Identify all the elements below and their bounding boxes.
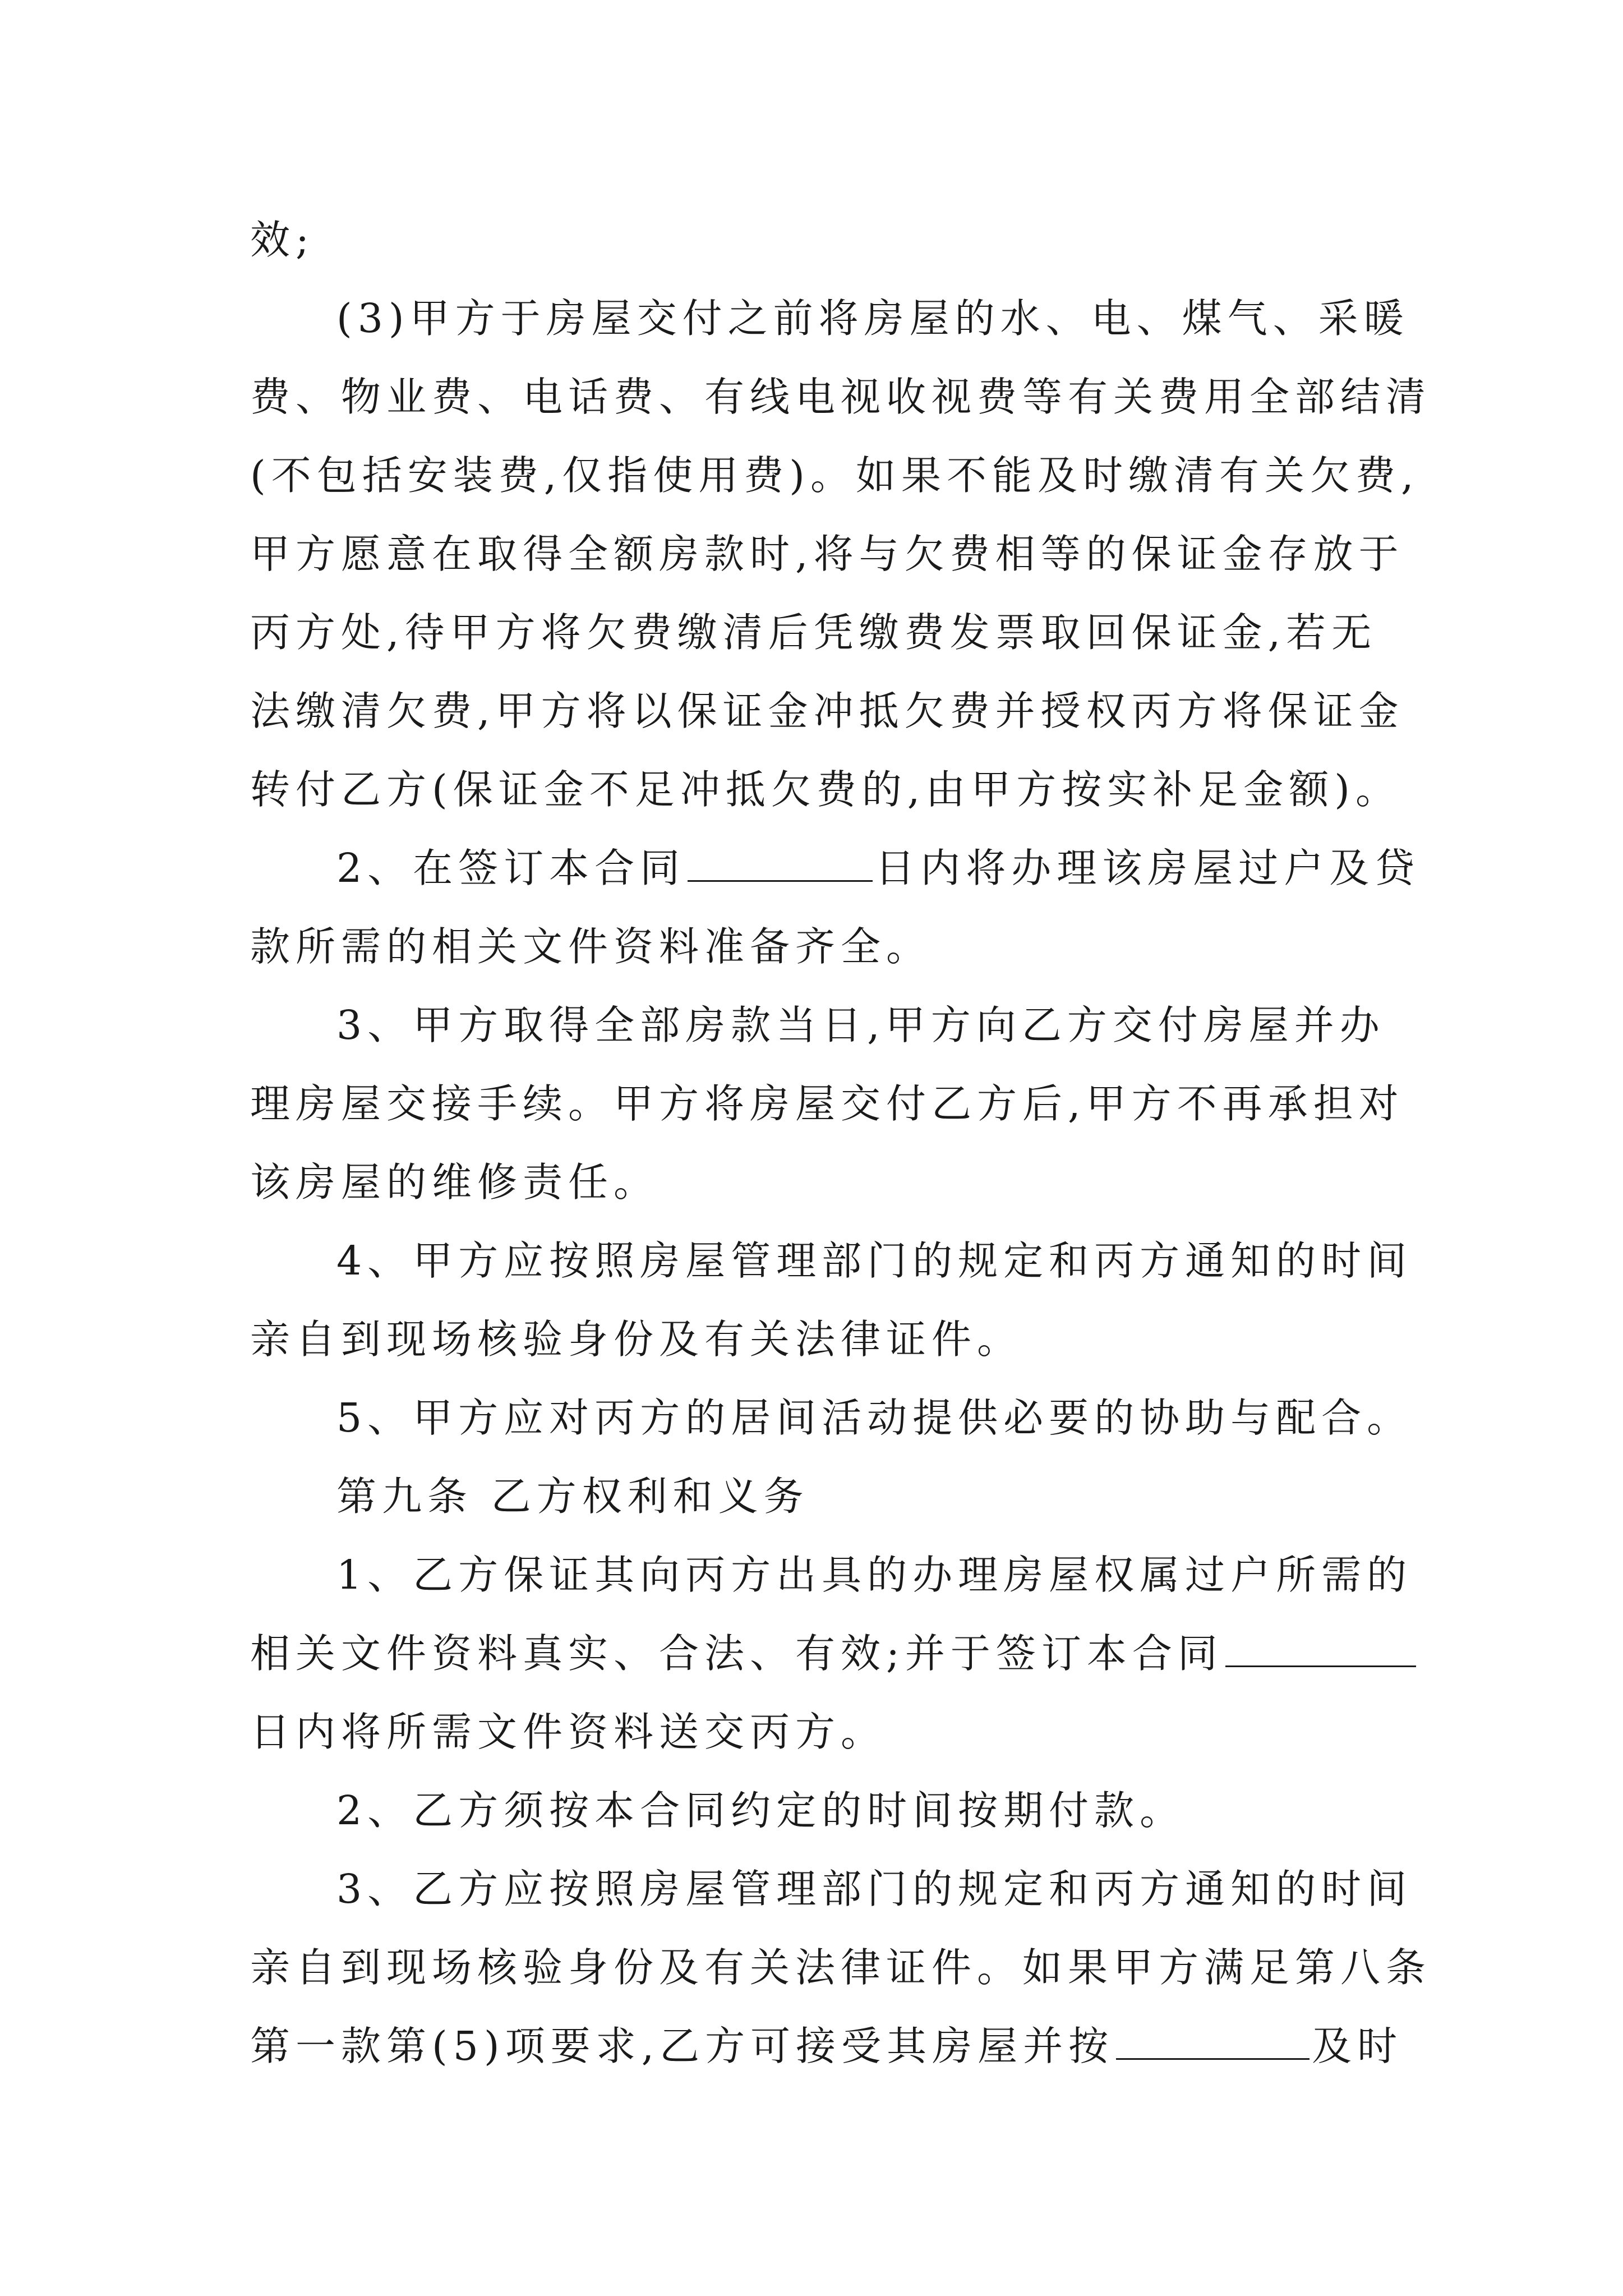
text-line: (3)甲方于房屋交付之前将房屋的水、电、煤气、采暖 xyxy=(336,295,1409,342)
text-line: 5、甲方应对丙方的居间活动提供必要的协助与配合。 xyxy=(336,1395,1413,1441)
line-text: 日内将办理该房屋过户及贷 xyxy=(875,845,1421,891)
text-line: 转付乙方(保证金不足冲抵欠费的,由甲方按实补足金额)。 xyxy=(250,766,1401,813)
text-line: 亲自到现场核验身份及有关法律证件。如果甲方满足第八条 xyxy=(250,1944,1432,1991)
line-text: 相关文件资料真实、合法、有效;并于签订本合同 xyxy=(250,1630,1223,1677)
text-line xyxy=(250,1626,1405,1682)
line-text: 2、在签订本合同 xyxy=(336,845,686,891)
text-line xyxy=(336,840,1421,896)
text-line: 日内将所需文件资料送交丙方。 xyxy=(250,1709,887,1755)
text-line: 3、甲方取得全部房款当日,甲方向乙方交付房屋并办 xyxy=(336,1002,1385,1048)
line-text: 第一款第(5)项要求,乙方可接受其房屋并按 xyxy=(250,2023,1114,2069)
text-line: 理房屋交接手续。甲方将房屋交付乙方后,甲方不再承担对 xyxy=(250,1080,1404,1127)
section-heading: 第九条 乙方权利和义务 xyxy=(336,1473,809,1520)
text-line: 款所需的相关文件资料准备齐全。 xyxy=(250,923,932,970)
text-line: 4、甲方应按照房屋管理部门的规定和丙方通知的时间 xyxy=(336,1237,1413,1284)
text-line: 法缴清欠费,甲方将以保证金冲抵欠费并授权丙方将保证金 xyxy=(250,688,1404,734)
text-line: 该房屋的维修责任。 xyxy=(250,1159,660,1205)
text-line: (不包括安装费,仅指使用费)。如果不能及时缴清有关欠费, xyxy=(250,452,1419,499)
text-line: 1、乙方保证其向丙方出具的办理房屋权属过户所需的 xyxy=(336,1552,1413,1598)
text-line: 亲自到现场核验身份及有关法律证件。 xyxy=(250,1316,1023,1363)
fill-in-blank xyxy=(688,846,873,882)
text-line: 甲方愿意在取得全额房款时,将与欠费相等的保证金存放于 xyxy=(250,531,1404,577)
text-line: 3、乙方应按照房屋管理部门的规定和丙方通知的时间 xyxy=(336,1866,1413,1912)
text-line: 效; xyxy=(250,217,315,263)
text-line xyxy=(250,2018,1405,2074)
fill-in-blank xyxy=(1116,2024,1310,2060)
fill-in-blank xyxy=(1225,1632,1416,1667)
text-line: 2、乙方须按本合同约定的时间按期付款。 xyxy=(336,1787,1186,1834)
text-line: 费、物业费、电话费、有线电视收视费等有关费用全部结清 xyxy=(250,374,1432,420)
line-text: 及时 xyxy=(1312,2023,1403,2069)
text-line: 丙方处,待甲方将欠费缴清后凭缴费发票取回保证金,若无 xyxy=(250,609,1377,656)
